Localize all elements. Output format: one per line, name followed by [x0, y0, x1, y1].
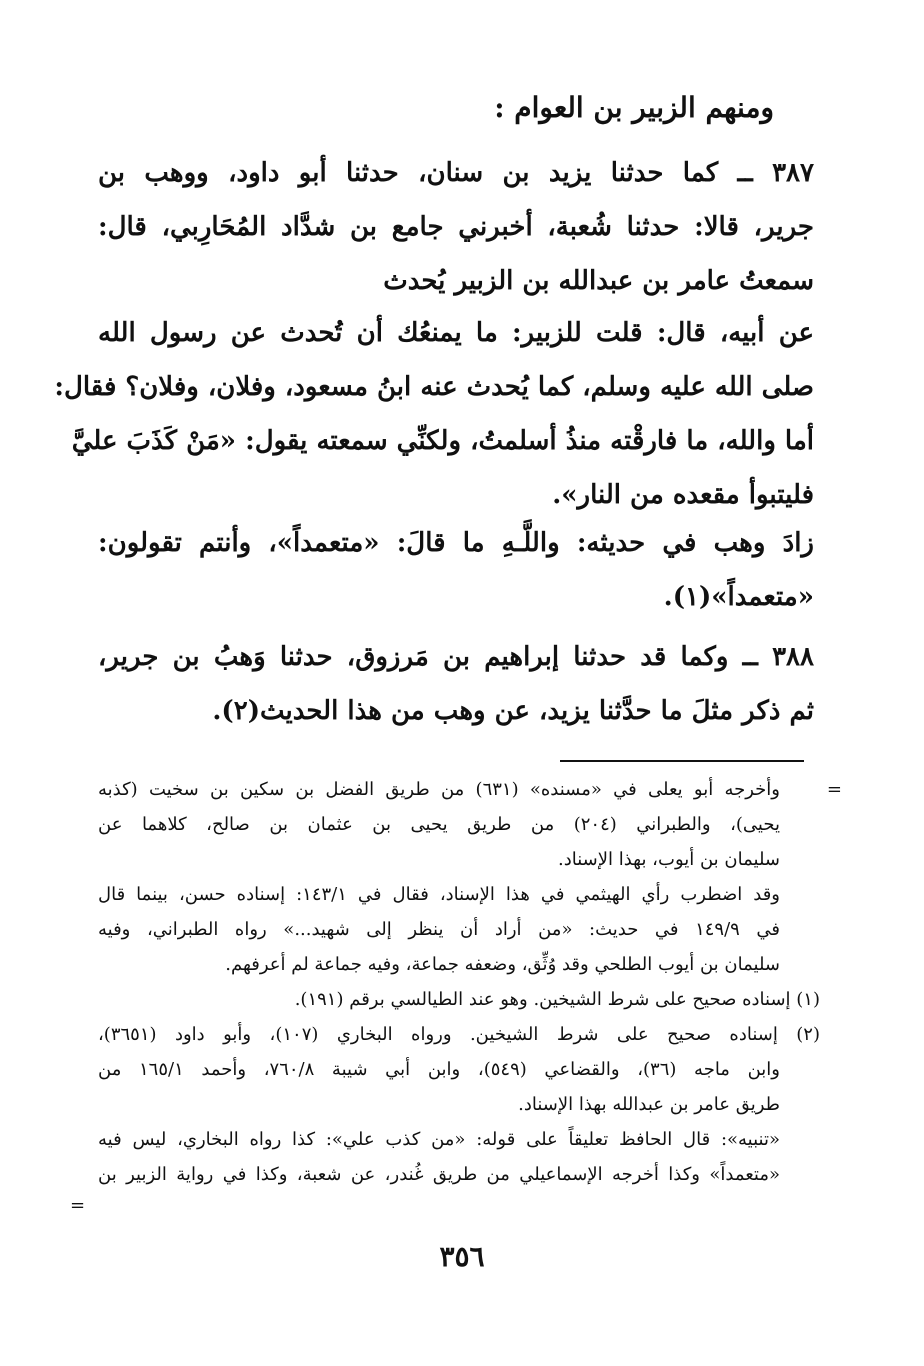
- footnote-tanbih: [98, 1122, 820, 1192]
- section-heading: ومنهم الزبير بن العوام :: [494, 91, 774, 124]
- footnote-line: (١) إسناده صحيح على شرط الشيخين. وهو عند الطيالسي برقم (١٩١).: [294, 989, 820, 1010]
- continuation-mark: =: [826, 779, 842, 800]
- text-line: أما والله، ما فارقْته منذُ أسلمتُ، ولكنِّي سمعته يقول: «مَنْ كَذَبَ عليَّ: [71, 426, 814, 456]
- footnote-line: (٢) إسناده صحيح على شرط الشيخين. ورواه البخاري (١٠٧)، وأبو داود (٣٦٥١)،: [98, 1024, 820, 1045]
- continuation-mark-end: =: [70, 1195, 86, 1216]
- page-number: ٣٥٦: [439, 1240, 485, 1273]
- footnote-line: وأخرجه أبو يعلى في «مسنده» (٦٣١) من طريق الفضل بن سكين بن سخيت (كذبه: [98, 779, 780, 800]
- footnote-line: «تنبيه»: قال الحافظ تعليقاً على قوله: «من كذب علي»: كذا رواه البخاري، ليس فيه: [98, 1129, 780, 1150]
- footnote-1: [98, 982, 820, 1017]
- footnote-line: سليمان بن أيوب، بهذا الإسناد.: [557, 849, 780, 870]
- footnote-line: وابن ماجه (٣٦)، والقضاعي (٥٤٩)، وابن أبي شيبة ٧٦٠/٨، وأحمد ١٦٥/١ من: [98, 1059, 781, 1080]
- text-line: «متعمداً»(١).: [663, 582, 814, 612]
- footnote-line: طريق عامر بن عبدالله بهذا الإسناد.: [518, 1094, 780, 1115]
- hadith-387-matn: [54, 306, 814, 522]
- text-line: ٣٨٨ ــ وكما قد حدثنا إبراهيم بن مَرزوق، حدثنا وَهبُ بن جرير،: [98, 642, 814, 672]
- hadith-387-isnad: [98, 146, 814, 308]
- footnote-line: يحيى)، والطبراني (٢٠٤) من طريق يحيى بن عثمان بن صالح، كلاهما عن: [98, 814, 780, 835]
- hadith-387-addition: [98, 516, 814, 624]
- footnote-2: [98, 1017, 820, 1122]
- footnote-line: في ١٤٩/٩ في حديث: «من أراد أن ينظر إلى شهيد...» رواه الطبراني، وفيه: [98, 919, 780, 940]
- footnote-haythami: [98, 877, 820, 982]
- text-line: صلى الله عليه وسلم، كما يُحدث عنه ابنُ مسعود، وفلان، وفلان؟ فقال:: [54, 372, 814, 402]
- footnotes: [70, 772, 842, 1216]
- text-line: فليتبوأ مقعده من النار».: [552, 480, 814, 510]
- text-line: زادَ وهب في حديثه: واللَّـهِ ما قالَ: «متعمداً»، وأنتم تقولون:: [98, 528, 814, 558]
- footnote-line: وقد اضطرب رأي الهيثمي في هذا الإسناد، فقال في ١٤٣/١: إسناده حسن، بينما قال: [98, 884, 780, 905]
- text-line: ٣٨٧ ــ كما حدثنا يزيد بن سنان، حدثنا أبو داود، ووهب بن: [98, 158, 814, 188]
- footnote-carryover: [98, 772, 820, 877]
- text-line: جرير، قالا: حدثنا شُعبة، أخبرني جامع بن شدَّاد المُحَارِبي، قال:: [98, 212, 814, 242]
- footnote-divider: [560, 760, 804, 762]
- text-line: ثم ذكر مثلَ ما حدَّثنا يزيد، عن وهب من هذا الحديث(٢).: [212, 696, 814, 726]
- text-line: سمعتُ عامر بن عبدالله بن الزبير يُحدث: [383, 266, 814, 296]
- footnote-line: سليمان بن أيوب الطلحي وقد وُثِّق، وضعفه جماعة، وفيه جماعة لم أعرفهم.: [225, 954, 780, 975]
- hadith-388: [98, 630, 814, 738]
- text-line: عن أبيه، قال: قلت للزبير: ما يمنعُك أن تُحدث عن رسول الله: [98, 318, 814, 348]
- footnote-line: «متعمداً» وكذا أخرجه الإسماعيلي من طريق غُندر، عن شعبة، وكذا في رواية الزبير بن: [98, 1164, 780, 1185]
